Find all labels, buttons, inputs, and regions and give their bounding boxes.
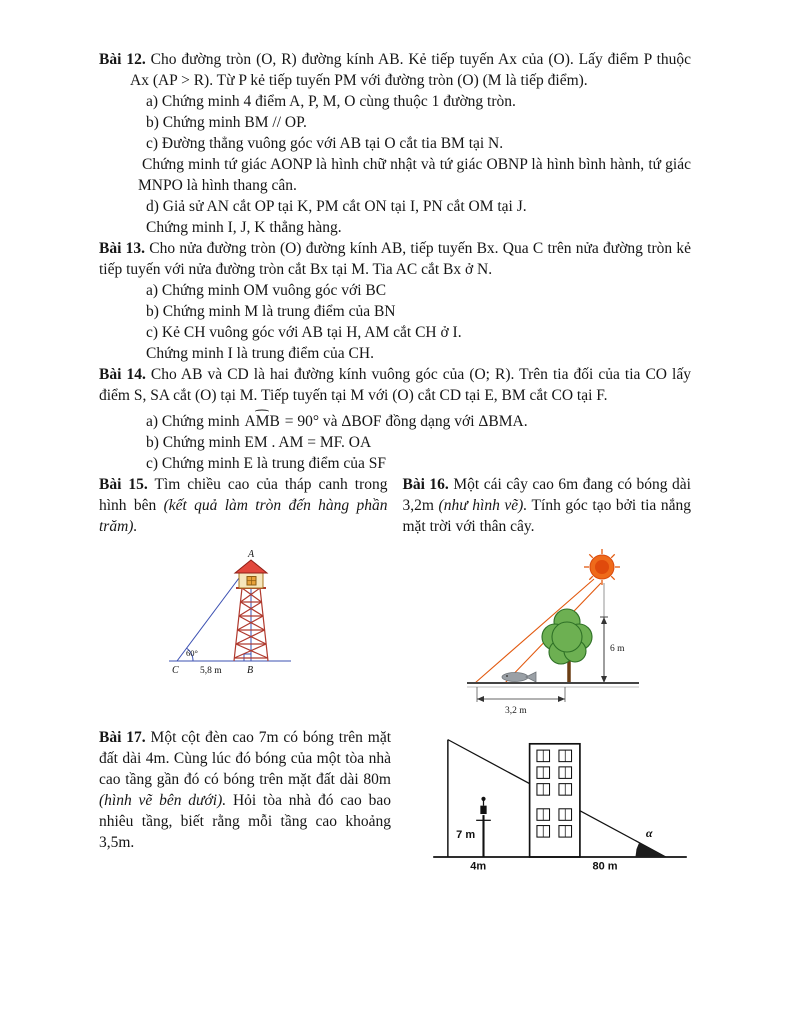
problem-17-body-2: Hỏi tòa nhà đó cao bao nhiêu tầng, biết rằng mỗi tầng cao khoảng 3,5m. bbox=[99, 792, 391, 851]
problem-13-item-a: a) Chứng minh OM vuông góc với BC bbox=[146, 282, 387, 299]
problem-12-item-a: a) Chứng minh 4 điểm A, P, M, O cùng thuộc 1 đường tròn. bbox=[146, 93, 516, 110]
problem-13 bbox=[99, 238, 691, 364]
problem-14-item-a-post: = 90° và ΔBOF đồng dạng với ΔBMA. bbox=[284, 413, 528, 430]
height-measure bbox=[600, 617, 608, 683]
problem-14-item-a-pre: a) Chứng minh bbox=[146, 413, 240, 430]
problem-17-section bbox=[99, 727, 691, 882]
problem-16-italic-note: (như hình vẽ). bbox=[438, 497, 528, 514]
problem-14 bbox=[99, 364, 691, 474]
problem-17-text bbox=[99, 727, 391, 882]
problem-13-item-c-note: Chứng minh I là trung điểm của CH. bbox=[146, 345, 374, 362]
problem-13-intro bbox=[99, 238, 691, 280]
label-pole-shadow: 4m bbox=[470, 860, 487, 873]
problem-14-intro-text: Cho AB và CD là hai đường kính vuông góc của (O; R). Trên tia đối của tia CO lấy điểm S, SA cắt (O) tại M. Tiếp tuyến tại M với (O) cắt CD tại E, BM cắt CO tại F. bbox=[99, 366, 691, 404]
column-problem-15 bbox=[99, 474, 388, 723]
problem-14-intro bbox=[99, 364, 691, 406]
building-icon bbox=[530, 744, 580, 857]
fish-icon bbox=[502, 672, 536, 682]
problem-12-item-b: b) Chứng minh BM // OP. bbox=[146, 114, 307, 131]
shadow-measure bbox=[477, 687, 565, 702]
triangle-lines bbox=[169, 562, 291, 661]
label-building-shadow: 80 m bbox=[592, 860, 618, 873]
problem-12-item-c-note: Chứng minh tứ giác AONP là hình chữ nhật và tứ giác OBNP là hình bình hành, tứ giác MNPO là hình thang cân. bbox=[138, 156, 691, 194]
problem-15-body: Tìm chiều cao của tháp canh trong hình bên bbox=[99, 476, 388, 514]
problem-17-body: Một cột đèn cao 7m có bóng trên mặt đất dài 4m. Cùng lúc đó bóng của một tòa nhà cao tầng gần đó có bóng trên mặt đất dài 80m bbox=[99, 729, 391, 788]
problem-14-label: Bài 14. bbox=[99, 366, 146, 383]
label-tree-height: 6 m bbox=[610, 644, 625, 654]
problem-16-text bbox=[403, 474, 692, 537]
arc-hat-symbol: ⌢ bbox=[253, 403, 271, 417]
label-angle-60: 60° bbox=[186, 648, 199, 658]
label-shadow-length: 3,2 m bbox=[505, 706, 527, 716]
tree-icon bbox=[542, 609, 592, 683]
problem-17-label: Bài 17. bbox=[99, 729, 146, 746]
problem-16-body: Một cái cây cao 6m đang có bóng dài 3,2m bbox=[402, 476, 691, 514]
problem-15-label: Bài 15. bbox=[99, 476, 148, 493]
ground-line bbox=[467, 683, 639, 687]
building-shadow-svg bbox=[429, 729, 691, 876]
column-problem-16 bbox=[403, 474, 692, 723]
problem-16-label: Bài 16. bbox=[402, 476, 449, 493]
problem-14-item-a bbox=[146, 403, 691, 432]
sun-tree-svg bbox=[461, 545, 646, 717]
angle-amb-with-arc bbox=[244, 403, 281, 432]
watchtower-svg bbox=[163, 549, 323, 684]
problem-17-italic-note: (hình vẽ bên dưới). bbox=[99, 792, 227, 809]
tower-cabin-icon bbox=[235, 560, 267, 588]
problem-15-italic-note: (kết quả làm tròn đến hàng phần trăm). bbox=[99, 497, 388, 535]
problem-13-intro-text: Cho nửa đường tròn (O) đường kính AB, tiếp tuyến Bx. Qua C trên nửa đường tròn kẻ tiếp tuyến với nửa đường tròn cắt Bx tại M. Tia AC cắt Bx ở N. bbox=[99, 240, 691, 278]
angle-amb-text: AMB bbox=[244, 413, 280, 430]
problem-12-intro bbox=[99, 49, 691, 91]
problem-12-label: Bài 12. bbox=[99, 51, 146, 68]
sun-tree-figure bbox=[403, 545, 692, 723]
label-alpha: α bbox=[645, 826, 653, 841]
building-shadow-figure bbox=[429, 727, 691, 882]
label-point-a: A bbox=[248, 549, 255, 560]
problem-12-item-d: d) Giả sử AN cắt OP tại K, PM cắt ON tại I, PN cắt OM tại J. bbox=[146, 198, 527, 215]
problem-12-item-c: c) Đường thẳng vuông góc với AB tại O cắt tia BM tại N. bbox=[146, 135, 504, 152]
problem-13-label: Bài 13. bbox=[99, 240, 146, 257]
label-pole-height: 7 m bbox=[456, 829, 476, 842]
problem-14-item-b: b) Chứng minh EM . AM = MF. OA bbox=[146, 434, 372, 451]
problem-16-body-2: Tính góc tạo bởi tia nắng mặt trời với thân cây. bbox=[402, 497, 692, 535]
problem-15-text bbox=[99, 474, 388, 537]
problem-12 bbox=[99, 49, 691, 238]
alpha-angle-wedge bbox=[635, 843, 665, 857]
lamppost-icon bbox=[476, 797, 491, 857]
sun-icon bbox=[584, 549, 620, 585]
two-column-section bbox=[99, 474, 691, 723]
watchtower-figure bbox=[99, 549, 388, 690]
problem-14-item-c: c) Chứng minh E là trung điểm của SF bbox=[146, 455, 387, 472]
problem-12-item-d-note: Chứng minh I, J, K thẳng hàng. bbox=[146, 219, 342, 236]
problem-13-item-b: b) Chứng minh M là trung điểm của BN bbox=[146, 303, 396, 320]
problem-13-item-c: c) Kẻ CH vuông góc với AB tại H, AM cắt CH ở I. bbox=[146, 324, 462, 341]
problem-12-intro-text: Cho đường tròn (O, R) đường kính AB. Kẻ tiếp tuyến Ax của (O). Lấy điểm P thuộc Ax (AP > R). Từ P kẻ tiếp tuyến PM với đường tròn (O) (M là tiếp điểm). bbox=[130, 51, 692, 89]
label-base-length: 5,8 m bbox=[200, 666, 222, 676]
label-point-c: C bbox=[172, 665, 179, 676]
problem-17-paragraph bbox=[99, 727, 391, 853]
label-point-b: B bbox=[247, 665, 254, 676]
